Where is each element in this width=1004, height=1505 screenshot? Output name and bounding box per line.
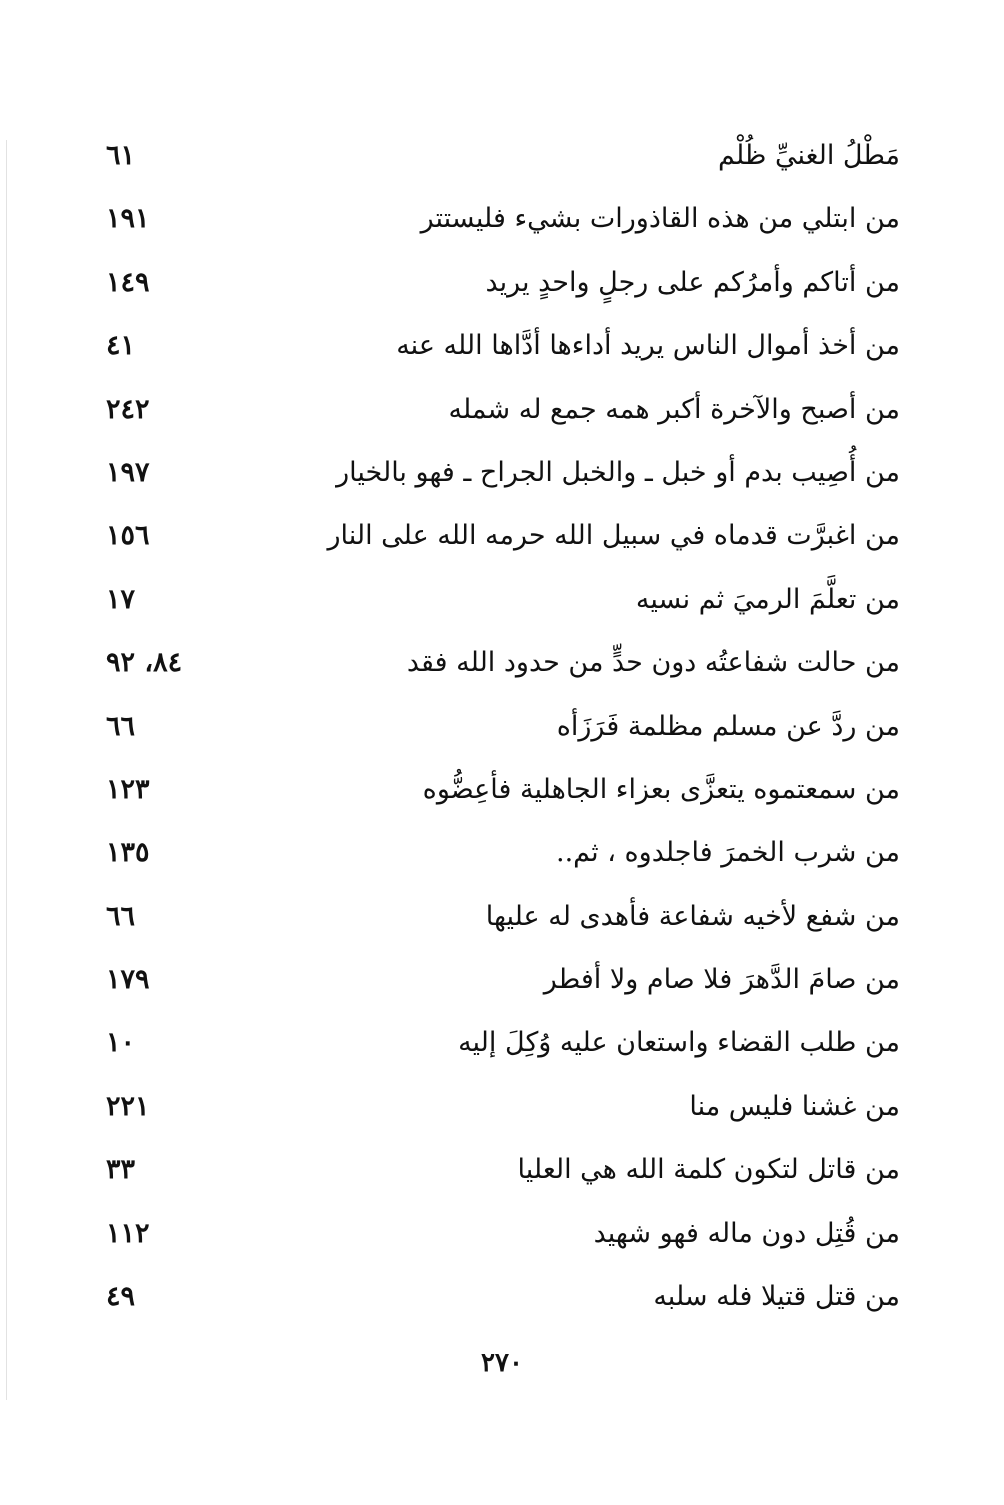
entry-page-ref: ٦٦ <box>106 900 136 932</box>
entry-text: من تعلَّمَ الرميَ ثم نسيه <box>635 583 900 615</box>
index-entry <box>100 382 900 445</box>
scan-edge-line <box>6 140 7 1400</box>
entry-text: من أصبح والآخرة أكبر همه جمع له شمله <box>448 393 900 425</box>
entry-text: من أخذ أموال الناس يريد أداءها أدَّاها الله عنه <box>396 330 900 362</box>
entry-text: من شرب الخمرَ فاجلدوه ، ثم.. <box>555 837 900 869</box>
entry-page-ref: ١١٢ <box>106 1217 150 1249</box>
index-entry <box>100 635 900 698</box>
index-entry <box>100 318 900 381</box>
entry-text: من سمعتموه يتعزَّى بعزاء الجاهلية فأعِضُّوه <box>422 773 900 805</box>
index-entry <box>100 1206 900 1269</box>
entry-page-ref: ١٥٦ <box>106 520 150 552</box>
index-entry <box>100 1269 900 1332</box>
entry-text: من طلب القضاء واستعان عليه وُكِلَ إليه <box>458 1027 900 1059</box>
index-entry <box>100 191 900 254</box>
index-entry <box>100 508 900 571</box>
entry-page-ref: ١٧ <box>106 583 136 615</box>
index-entry <box>100 1015 900 1078</box>
index-entry <box>100 255 900 318</box>
entry-text: من شفع لأخيه شفاعة فأهدى له عليها <box>485 900 900 932</box>
entry-page-ref: ٨٤، ٩٢ <box>106 647 183 679</box>
entry-text: من قاتل لتكون كلمة الله هي العليا <box>517 1154 900 1186</box>
index-entry <box>100 699 900 762</box>
hadith-index-list <box>100 128 900 1332</box>
entry-page-ref: ٢٢١ <box>106 1090 150 1122</box>
entry-page-ref: ١٤٩ <box>106 266 150 298</box>
entry-text: من ردَّ عن مسلم مظلمة فَرَزَأه <box>556 710 900 742</box>
entry-page-ref: ١٣٥ <box>106 837 150 869</box>
index-entry <box>100 1079 900 1142</box>
entry-text: من اغبرَّت قدماه في سبيل الله حرمه الله على النار <box>327 520 900 552</box>
index-entry <box>100 1142 900 1205</box>
entry-text: من صامَ الدَّهرَ فلا صام ولا أفطر <box>543 964 900 996</box>
page-number: ٢٧٠ <box>481 1348 523 1378</box>
entry-text: من غشنا فليس منا <box>689 1090 900 1122</box>
entry-page-ref: ١٩١ <box>106 203 150 235</box>
entry-text: مَطْلُ الغنيِّ ظُلْم <box>717 140 900 171</box>
entry-text: من ابتلي من هذه القاذورات بشيء فليستتر <box>420 203 900 235</box>
index-entry <box>100 952 900 1015</box>
entry-page-ref: ٤٩ <box>106 1281 136 1313</box>
entry-text: من أُصِيب بدم أو خبل ـ والخبل الجراح ـ فهو بالخيار <box>336 456 900 488</box>
entry-page-ref: ١٩٧ <box>106 456 150 488</box>
entry-page-ref: ٤١ <box>106 330 136 362</box>
index-entry <box>100 572 900 635</box>
entry-page-ref: ٦١ <box>106 140 136 171</box>
entry-text: من حالت شفاعتُه دون حدٍّ من حدود الله فقد <box>406 647 900 679</box>
index-entry <box>100 762 900 825</box>
entry-page-ref: ١٠ <box>106 1027 136 1059</box>
index-entry <box>100 889 900 952</box>
entry-page-ref: ١٢٣ <box>106 773 150 805</box>
entry-page-ref: ٣٣ <box>106 1154 136 1186</box>
entry-text: من قُتِل دون ماله فهو شهيد <box>593 1217 900 1249</box>
entry-text: من قتل قتيلا فله سلبه <box>653 1281 900 1313</box>
entry-text: من أتاكم وأمرُكم على رجلٍ واحدٍ يريد <box>485 266 900 298</box>
entry-page-ref: ١٧٩ <box>106 964 150 996</box>
entry-page-ref: ٦٦ <box>106 710 136 742</box>
index-entry <box>100 128 900 191</box>
index-entry <box>100 445 900 508</box>
entry-page-ref: ٢٤٢ <box>106 393 150 425</box>
index-entry <box>100 825 900 888</box>
